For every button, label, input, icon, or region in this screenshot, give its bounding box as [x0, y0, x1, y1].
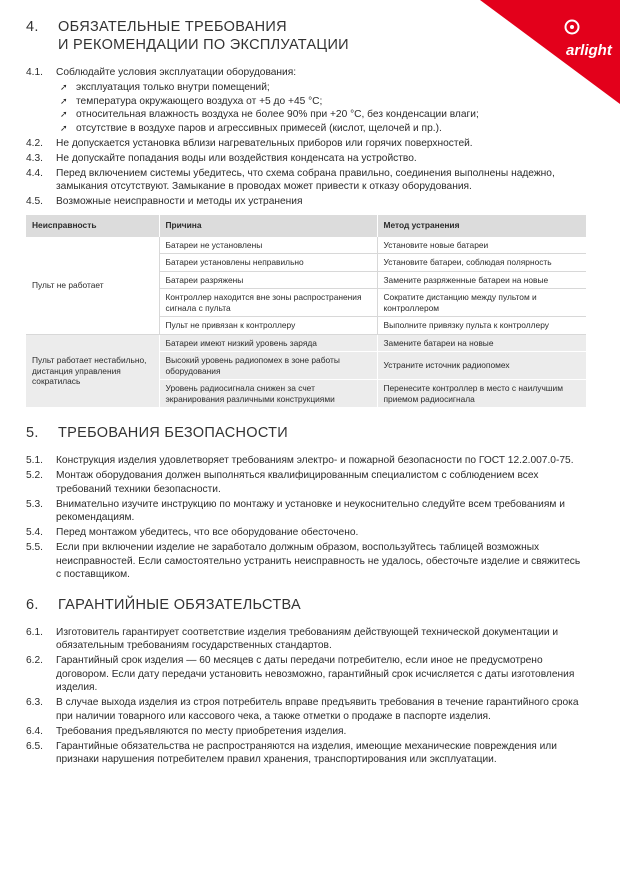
- item-text: Гарантийные обязательства не распространяются на изделия, имеющие механические повреждения или признаки нарушения потребителем правил хранения, транспортирования или эксплуатации.: [56, 740, 557, 765]
- header-fault: Неисправность: [26, 215, 159, 237]
- list-item: [26, 469, 586, 496]
- list-item: [26, 654, 586, 695]
- list-item: [26, 740, 586, 767]
- cause-cell: Батареи установлены неправильно: [159, 254, 377, 272]
- header-remedy: Метод устранения: [377, 215, 586, 237]
- section6-number: 6.: [26, 596, 39, 613]
- remedy-cell: Перенесите контроллер в место с наилучшим приемом радиосигнала: [377, 380, 586, 408]
- item-number: 6.3.: [26, 697, 43, 708]
- item-number: 5.3.: [26, 498, 43, 510]
- fault-cell: Пульт работает нестабильно, дистанция управления сократилась: [26, 334, 159, 408]
- list-item: [26, 454, 586, 468]
- list-item: [26, 152, 586, 166]
- remedy-cell: Устраните источник радиопомех: [377, 352, 586, 380]
- sub-item: [56, 81, 586, 95]
- item-text: Конструкция изделия удовлетворяет требованиям электро- и пожарной безопасности по ГОСТ 12.2.007.0-75.: [56, 455, 574, 466]
- fault-cell: Пульт не работает: [26, 237, 159, 335]
- item-text: Соблюдайте условия эксплуатации оборудования:: [56, 67, 297, 78]
- list-item: [26, 541, 586, 582]
- troubleshooting-table: [26, 215, 586, 409]
- cause-cell: Батареи не установлены: [159, 237, 377, 254]
- item-number: 4.5.: [26, 196, 43, 207]
- item-number: 5.2.: [26, 470, 43, 481]
- arrow-icon: ➚: [60, 95, 68, 106]
- cause-cell: Пульт не привязан к контроллеру: [159, 317, 377, 335]
- item-number: 5.5.: [26, 542, 43, 553]
- item-number: 6.4.: [26, 725, 43, 737]
- item-number: 6.1.: [26, 626, 43, 638]
- list-item: [26, 526, 586, 540]
- arrow-icon: ➚: [60, 109, 68, 119]
- remedy-cell: Установите новые батареи: [377, 237, 586, 254]
- cause-cell: Батареи разряжены: [159, 271, 377, 289]
- item-text: Если при включении изделие не заработало должным образом, воспользуйтесь таблицей возможных неисправностей. Если самостоятельно устранить неисправность не удалось, обесточьте изделие и свяжитесь с поставщиком.: [56, 542, 581, 580]
- item-text: Не допускается установка вблизи нагревательных приборов или горячих поверхностей.: [56, 137, 473, 149]
- sub-item: [56, 108, 586, 122]
- item-text: Гарантийный срок изделия — 60 месяцев с даты передачи потребителю, если иное не предусмотрено договором. Если дату передачи установить невозможно, гарантийный срок исчисляется с даты изготовления изделия.: [56, 655, 575, 693]
- section6-list: [26, 626, 586, 767]
- sub-item: [56, 122, 586, 136]
- table-row: [26, 334, 586, 352]
- list-item: [26, 626, 586, 653]
- brand-logo-text: arlight: [566, 42, 612, 59]
- item-number: 6.5.: [26, 740, 43, 752]
- sub-item-text: относительная влажность воздуха не более 90% при +20 °C, без конденсации влаги;: [76, 109, 479, 120]
- section4-list: [26, 66, 586, 209]
- item-number: 4.1.: [26, 67, 43, 78]
- sub-item-text: эксплуатация только внутри помещений;: [76, 82, 270, 93]
- section5-title: ТРЕБОВАНИЯ БЕЗОПАСНОСТИ: [58, 425, 288, 441]
- item-number: 6.2.: [26, 655, 43, 666]
- section5-heading: [26, 424, 586, 442]
- item-number: 4.2.: [26, 137, 43, 149]
- item-number: 4.3.: [26, 152, 43, 164]
- remedy-cell: Сократите дистанцию между пультом и контроллером: [377, 289, 586, 317]
- item-number: 5.4.: [26, 527, 43, 538]
- item-text: Монтаж оборудования должен выполняться квалифицированным специалистом с соблюдением всех требований техники безопасности.: [56, 470, 539, 495]
- section6-title: ГАРАНТИЙНЫЕ ОБЯЗАТЕЛЬСТВА: [58, 596, 301, 613]
- list-item: [26, 696, 586, 723]
- remedy-cell: Замените разряженные батареи на новые: [377, 271, 586, 289]
- sub-item-text: отсутствие в воздухе паров и агрессивных примесей (кислот, щелочей и пр.).: [76, 122, 442, 134]
- section5-number: 5.: [26, 425, 39, 441]
- item-text: Перед монтажом убедитесь, что все оборудование обесточено.: [56, 527, 359, 538]
- sub-item: [56, 95, 586, 109]
- cause-cell: Высокий уровень радиопомех в зоне работы оборудования: [159, 352, 377, 380]
- list-item: [26, 167, 586, 194]
- table-header-row: [26, 215, 586, 237]
- item-text: Возможные неисправности и методы их устранения: [56, 196, 303, 207]
- list-item: [26, 137, 586, 151]
- section6-heading: [26, 596, 586, 614]
- item-text: Требования предъявляются по месту приобретения изделия.: [56, 725, 347, 737]
- sub-item-text: температура окружающего воздуха от +5 до +45 °C;: [76, 95, 323, 107]
- section5-list: [26, 454, 586, 582]
- item-text: Не допускайте попадания воды или воздействия конденсата на устройство.: [56, 152, 417, 164]
- arrow-icon: ➚: [60, 82, 68, 92]
- section4-number: 4.: [26, 19, 39, 35]
- header-cause: Причина: [159, 215, 377, 237]
- cause-cell: Контроллер находится вне зоны распространения сигнала с пульта: [159, 289, 377, 317]
- cause-cell: Уровень радиосигнала снижен за счет экранирования различными конструкциями: [159, 380, 377, 408]
- item-text: Изготовитель гарантирует соответствие изделия требованиям действующей технической документации и обязательным требованиям государственных стандартов.: [56, 626, 559, 651]
- cause-cell: Батареи имеют низкий уровень заряда: [159, 334, 377, 352]
- remedy-cell: Замените батареи на новые: [377, 334, 586, 352]
- item-number: 4.4.: [26, 167, 43, 179]
- item-number: 5.1.: [26, 455, 43, 466]
- section4-title-line1: ОБЯЗАТЕЛЬНЫЕ ТРЕБОВАНИЯ: [58, 19, 287, 35]
- remedy-cell: Установите батареи, соблюдая полярность: [377, 254, 586, 272]
- list-item: [26, 66, 586, 80]
- item-text: В случае выхода изделия из строя потребитель вправе предъявить требования в течение гарантийного срока при наличии товарного или кассового чека, а также отметки о продаже в паспорте изделия.: [56, 697, 579, 722]
- list-item: [26, 498, 586, 525]
- list-item: [26, 725, 586, 739]
- list-item: [26, 195, 586, 209]
- item-text: Внимательно изучите инструкцию по монтажу и установке и неукоснительно следуйте всем требованиям и рекомендациям.: [56, 498, 565, 523]
- item-text: Перед включением системы убедитесь, что схема собрана правильно, соединения выполнены надежно, замыкания отсутствуют. Замыкание в проводах может привести к отказу оборудования.: [56, 167, 555, 192]
- remedy-cell: Выполните привязку пульта к контроллеру: [377, 317, 586, 335]
- table-row: [26, 237, 586, 254]
- arrow-icon: ➚: [60, 122, 68, 133]
- section4-title-line2: И РЕКОМЕНДАЦИИ ПО ЭКСПЛУАТАЦИИ: [58, 37, 349, 53]
- section4-heading: [26, 18, 586, 54]
